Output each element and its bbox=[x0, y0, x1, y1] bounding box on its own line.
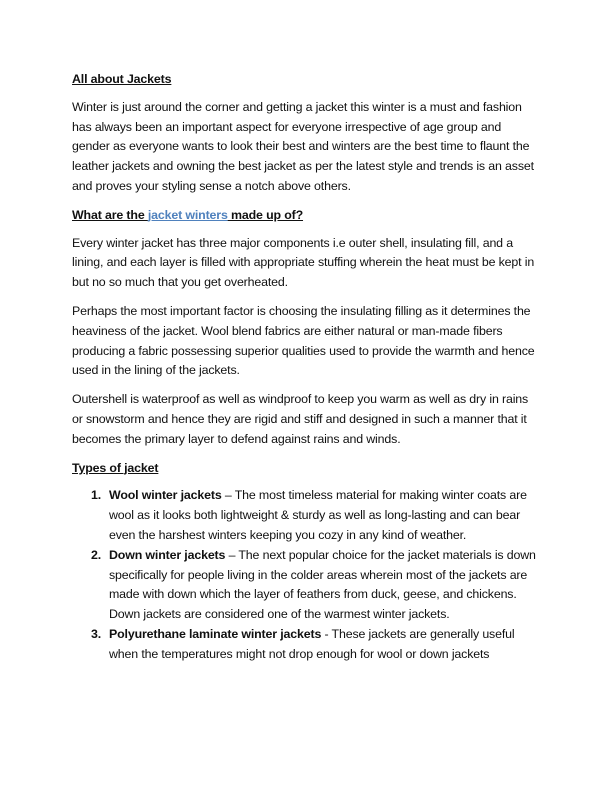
list-item-number: 3. bbox=[91, 626, 102, 641]
section-heading-materials bbox=[72, 206, 540, 226]
list-item-title: Polyurethane laminate winter jackets bbox=[109, 626, 322, 641]
intro-paragraph: Winter is just around the corner and getting a jacket this winter is a must and fashion has always been an important aspect for everyone irrespective of age group and gender as everyone wants to look their best and winters are the best time to flaunt the leather jackets and owning the best jacket as per the latest style and trends is an asset and proves your styling sense a notch above others. bbox=[72, 99, 534, 193]
list-item-number: 1. bbox=[91, 488, 102, 503]
insulation-paragraph: Perhaps the most important factor is choosing the insulating filling as it determines the heaviness of the jacket. Wool blend fabrics are either natural or man-made fibers producing a fabric possessing superior qualities used to provide the warmth and hence used in the lining of the jackets. bbox=[72, 303, 535, 378]
list-item bbox=[72, 625, 540, 665]
page-title: All about Jackets bbox=[72, 72, 172, 86]
document-page bbox=[72, 70, 540, 665]
list-item-title: Wool winter jackets bbox=[109, 488, 222, 503]
jacket-types-list bbox=[72, 486, 540, 664]
section-heading-text-after: made up of? bbox=[227, 207, 304, 222]
jacket-winters-link[interactable]: jacket winters bbox=[147, 207, 228, 222]
list-item-text: – The most timeless material for making winter coats are wool as it looks both lightweight & sturdy as well as long-lasting and can bear even the harshest winters keeping you cozy in any kind of weather. bbox=[109, 488, 527, 542]
section-heading-text-before: What are the bbox=[72, 207, 148, 222]
list-item-text: - These jackets are generally useful when the temperatures might not drop enough for wool or down jackets bbox=[109, 626, 515, 661]
list-item-title: Down winter jackets bbox=[109, 547, 226, 562]
outershell-paragraph: Outershell is waterproof as well as windproof to keep you warm as well as dry in rains or snowstorm and hence they are rigid and stiff and designed in such a manner that it becomes the primary layer to defend against rains and winds. bbox=[72, 392, 529, 446]
components-paragraph: Every winter jacket has three major components i.e outer shell, insulating fill, and a lining, and each layer is filled with appropriate stuffing wherein the heat must be kept in but no so much that you get overheated. bbox=[72, 235, 535, 290]
list-item-number: 2. bbox=[91, 547, 102, 562]
section-heading-types: Types of jacket bbox=[72, 460, 159, 475]
list-item-text: – The next popular choice for the jacket materials is down specifically for people living in the colder areas wherein most of the jackets are made with down which the layer of feathers from duck, geese, and chickens. Down jackets are considered one of the warmest winter jackets. bbox=[109, 547, 536, 622]
list-item bbox=[72, 486, 540, 545]
list-item bbox=[72, 546, 540, 625]
